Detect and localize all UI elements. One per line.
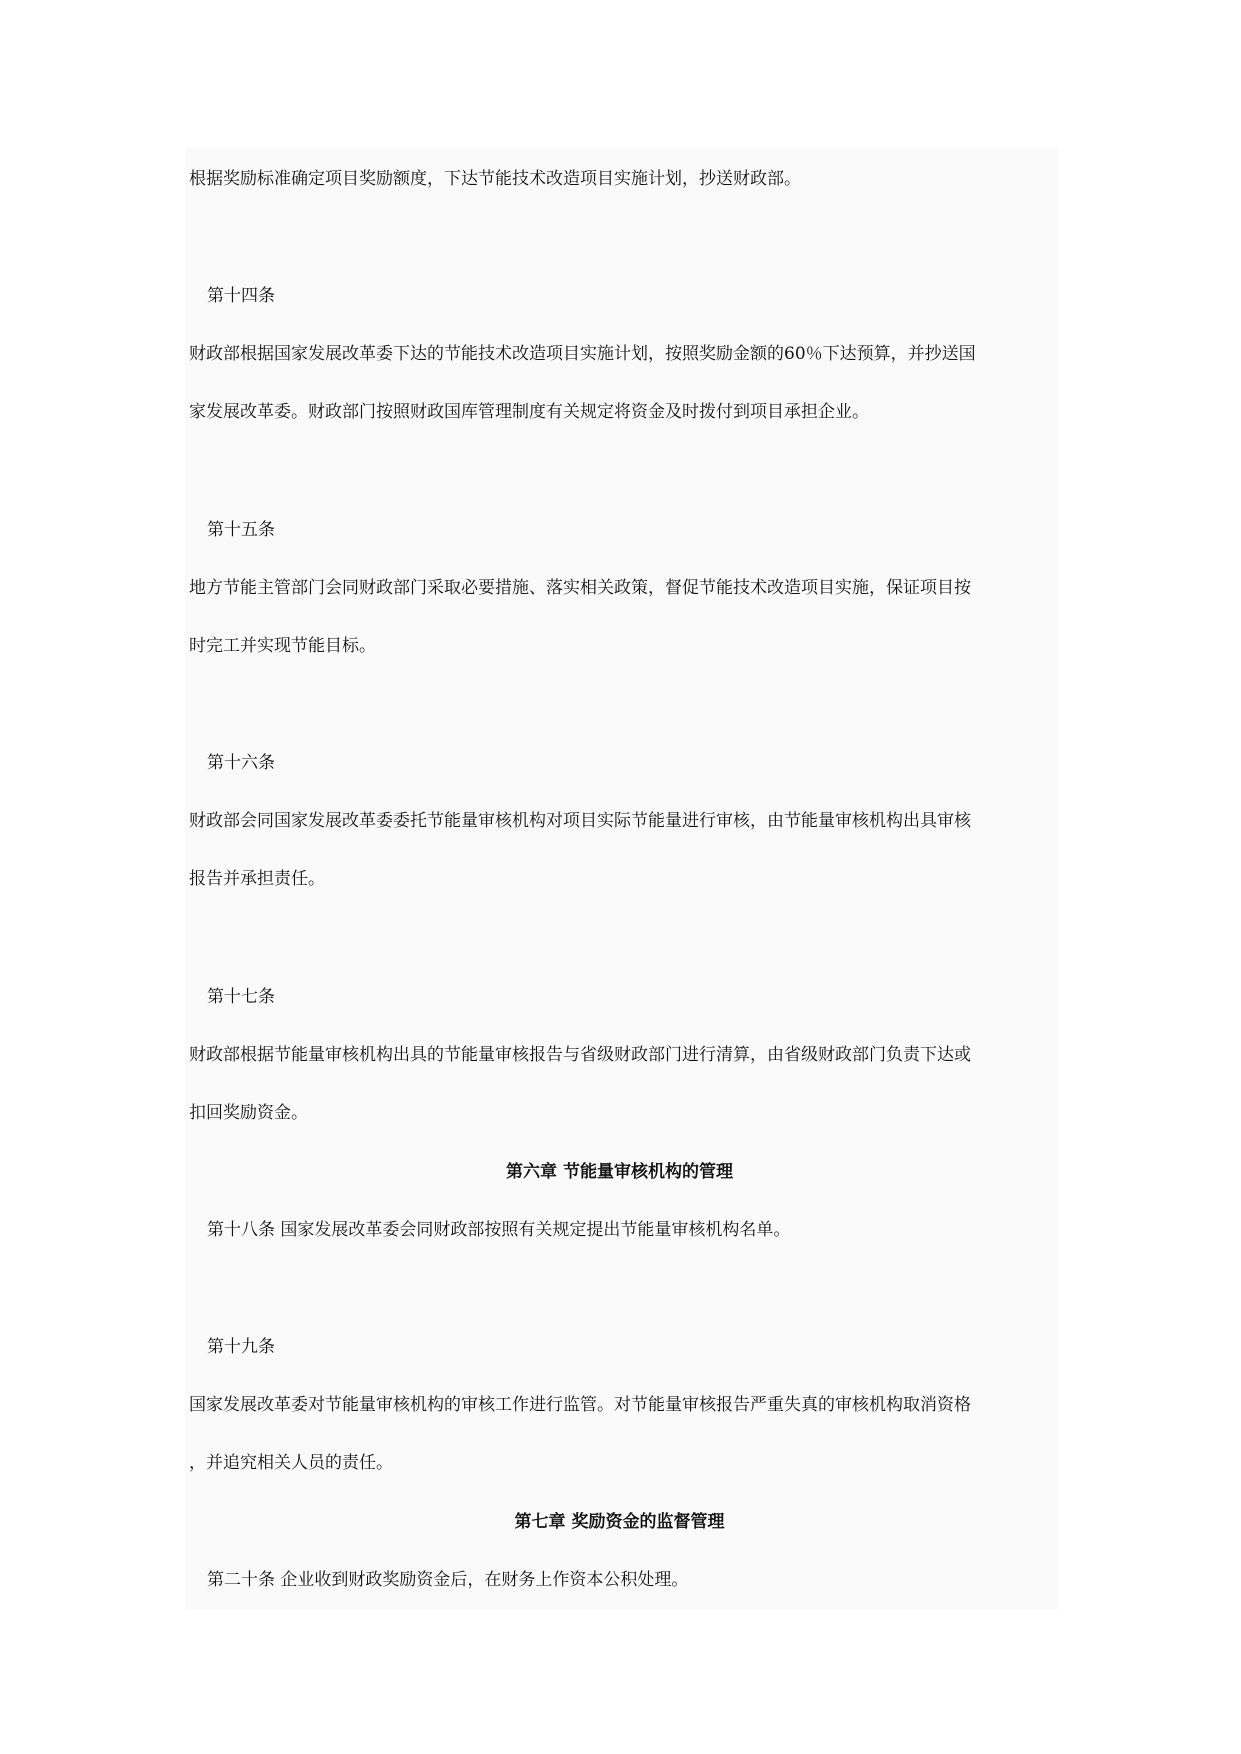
article-16-line-1: 财政部会同国家发展改革委委托节能量审核机构对项目实际节能量进行审核，由节能量审核机构出具审核 [189,811,971,831]
article-16-title: 第十六条 [207,753,275,773]
article-20: 第二十条 企业收到财政奖励资金后，在财务上作资本公积处理。 [207,1570,689,1590]
article-19-line-2: ，并追究相关人员的责任。 [189,1453,393,1473]
article-17-title: 第十七条 [207,987,275,1007]
article-19-title: 第十九条 [207,1337,275,1357]
paragraph-line: 根据奖励标准确定项目奖励额度，下达节能技术改造项目实施计划，抄送财政部。 [189,169,801,189]
chapter-6-heading: 第六章 节能量审核机构的管理 [506,1162,733,1182]
article-16-line-2: 报告并承担责任。 [189,869,325,889]
article-18: 第十八条 国家发展改革委会同财政部按照有关规定提出节能量审核机构名单。 [207,1220,791,1240]
article-17-line-2: 扣回奖励资金。 [189,1103,308,1123]
article-14-line-1: 财政部根据国家发展改革委下达的节能技术改造项目实施计划，按照奖励金额的60％下达预算，并抄送国 [189,344,976,364]
article-14-title: 第十四条 [207,286,275,306]
article-15-line-2: 时完工并实现节能目标。 [189,636,376,656]
article-15-title: 第十五条 [207,520,275,540]
article-17-line-1: 财政部根据节能量审核机构出具的节能量审核报告与省级财政部门进行清算，由省级财政部门负责下达或 [189,1045,971,1065]
article-15-line-1: 地方节能主管部门会同财政部门采取必要措施、落实相关政策，督促节能技术改造项目实施，保证项目按 [189,578,971,598]
article-19-line-1: 国家发展改革委对节能量审核机构的审核工作进行监管。对节能量审核报告严重失真的审核机构取消资格 [189,1395,971,1415]
chapter-7-heading: 第七章 奖励资金的监督管理 [514,1512,725,1532]
article-14-line-2: 家发展改革委。财政部门按照财政国库管理制度有关规定将资金及时拨付到项目承担企业。 [189,402,869,422]
